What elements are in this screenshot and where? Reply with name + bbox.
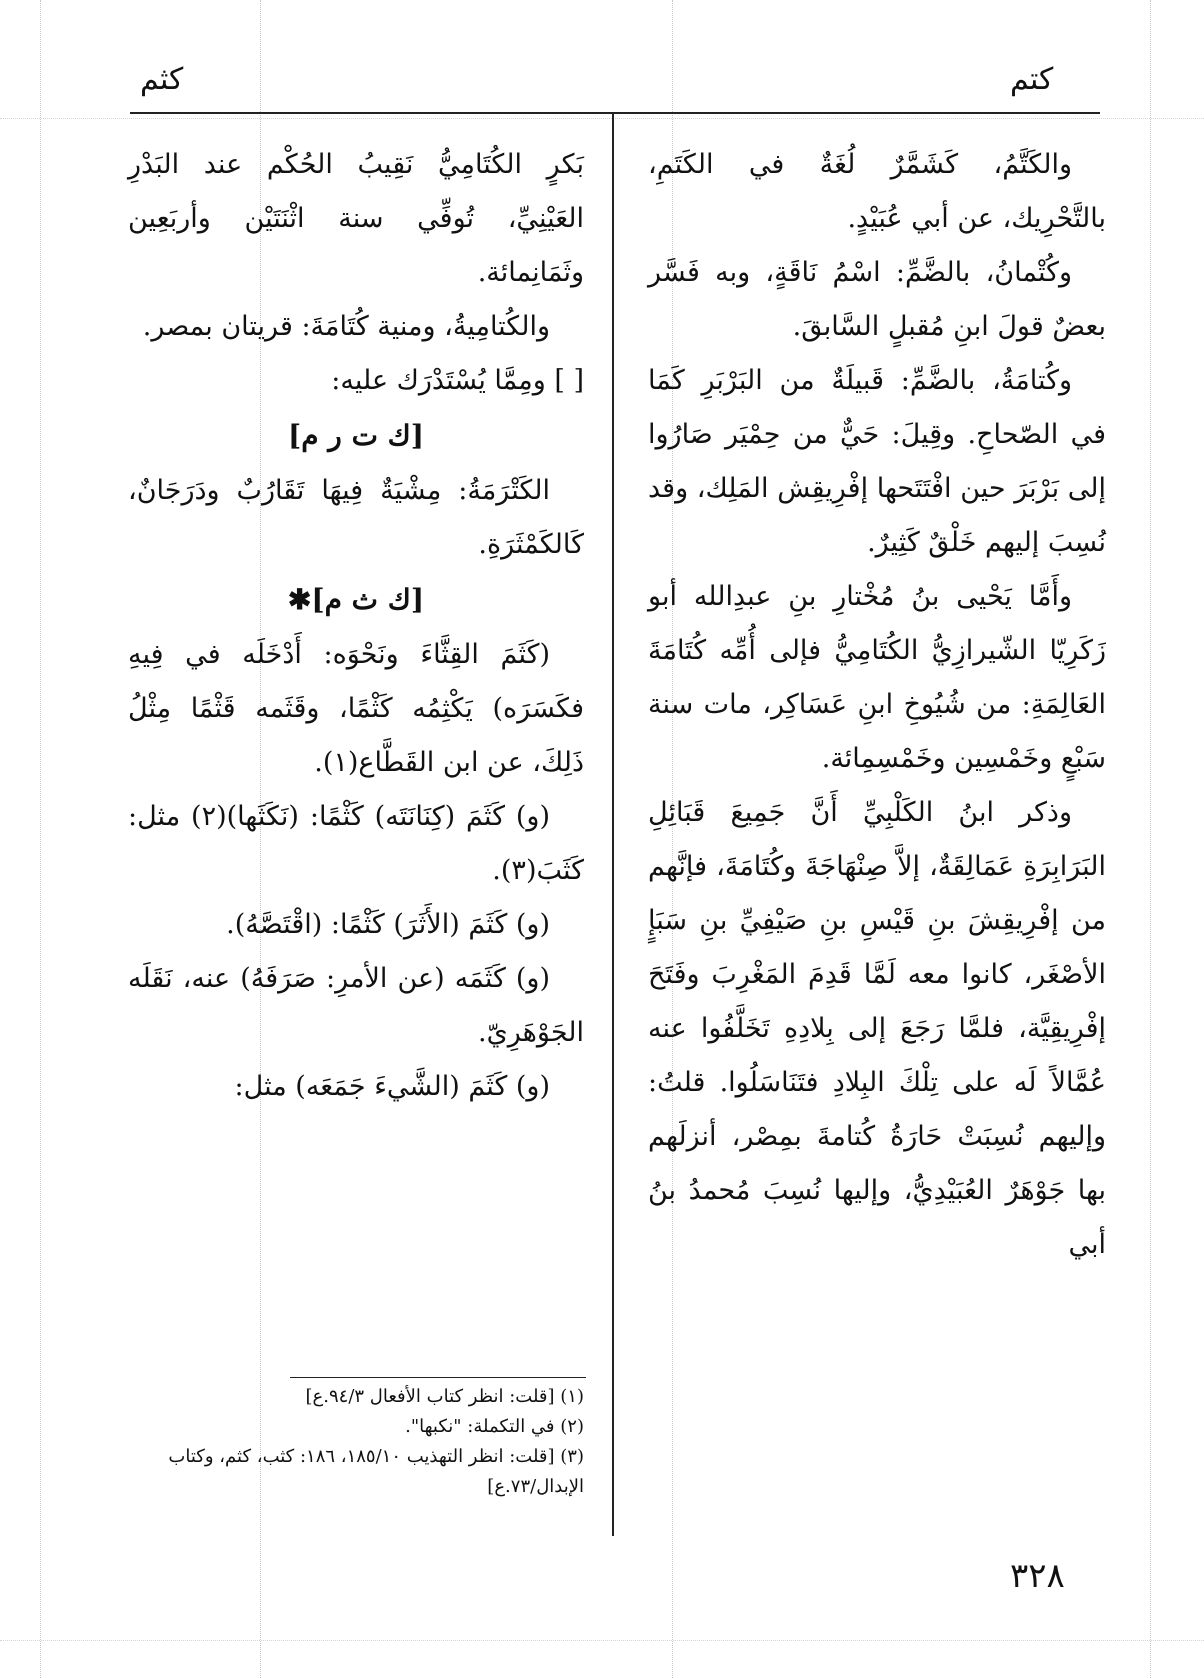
entry-paragraph: وذكر ابنُ الكَلْبِيِّ أَنَّ جَمِيعَ قَبَائِلِ البَرَابِرَةِ عَمَالِقَةٌ، إلاَّ صِنْهَاجَةَ وكُتَامَةَ، فإنَّهم من إفْرِيقِشَ بنِ قَيْسِ بنِ صَيْفِيِّ بنِ سَبَإٍ الأصْغَر، كانوا معه لَمَّا قَدِمَ المَغْرِبَ وفَتَحَ إفْرِيقِيَّة، فلمَّا رَجَعَ إلى بِلادِهِ تَخَلَّفُوا عنه عُمَّالاً لَه على تِلْكَ البِلادِ فتَنَاسَلُوا. قلتُ: وإليهم نُسِبَتْ حَارَةُ كُتامةَ بمِصْر، أنزلَهم بها جَوْهَرٌ العُبَيْدِيُّ، وإليها نُسِبَ مُحمدُ بنُ أبي [648, 797, 1106, 1260]
footnote: (١) [قلت: انظر كتاب الأفعال ٩٤/٣.ع] [305, 1386, 584, 1407]
right-column [648, 138, 1106, 1272]
entry-paragraph: (و) كَثَمَه (عن الأمرِ: صَرَفَهُ) عنه، نَقَلَه الجَوْهَرِيّ. [128, 963, 584, 1048]
entry-paragraph: وكُتْمانُ، بالضَّمِّ: اسْمُ نَاقَةٍ، وبه فَسَّر بعضٌ قولَ ابنِ مُقبلٍ السَّابقَ. [648, 257, 1106, 342]
header-rule [130, 112, 1100, 114]
scan-guide-line [0, 118, 1204, 119]
entry-paragraph: الكَتْرَمَةُ: مِشْيَةٌ فِيهَا تَقَارُبٌ ودَرَجَانٌ، كَالكَمْثَرَةِ. [128, 475, 584, 560]
entry-paragraph: والكُتامِيةُ، ومنية كُتَامَةَ: قريتان بمصر. [142, 311, 550, 342]
scan-guide-line [0, 1640, 1204, 1641]
running-head-left: كثم [140, 62, 184, 97]
page-number: ٣٢٨ [1010, 1556, 1065, 1596]
left-column [128, 138, 584, 1114]
root-heading-ktrm: [ك ت ر م] [287, 419, 425, 452]
entry-paragraph: (و) كَثَمَ (الشَّيءَ جَمَعَه) مثل: [234, 1071, 550, 1102]
footnote: (٣) [قلت: انظر التهذيب ١٨٥/١٠، ١٨٦: كثب، كثم، وكتاب الإبدال/٧٣.ع] [168, 1446, 584, 1497]
entry-paragraph: (و) كَثَمَ (كِنَانَتَه) كَثْمًا: (نَكَثَها)(٢) مثل: كَثَبَ(٣). [128, 801, 584, 886]
footnote: (٢) في التكملة: "نكبها". [405, 1416, 584, 1437]
entry-paragraph: والكَتَّمُ، كَشَمَّرٌ لُغَةٌ في الكَتَمِ، بالتَّحْرِيك، عن أبي عُبَيْدٍ. [648, 149, 1106, 234]
running-head-right: كتم [1010, 62, 1054, 97]
entry-paragraph: وكُتامَةُ، بالضَّمِّ: قَبيلَةٌ من البَرْبَرِ كَمَا في الصّحاحِ. وقِيلَ: حَيٌّ من حِمْيَر صَارُوا إلى بَرْبَرَ حين افْتَتَحها إفْرِيقِش المَلِك، وقد نُسِبَ إليهم خَلْقٌ كَثِيرٌ. [648, 365, 1106, 558]
root-heading-kthm: [ك ث م]✱ [287, 583, 425, 616]
entry-paragraph: وأَمَّا يَحْيى بنُ مُخْتارِ بنِ عبدِالله أبو زَكَرِيّا الشّيرازِيُّ الكُتَامِيُّ فإلى أُمِّه كُتَامَةَ العَالِمَةِ: من شُيُوخِ ابنِ عَسَاكِر، مات سنة سَبْعٍ وخَمْسِين وخَمْسِمِائة. [648, 581, 1106, 774]
entry-paragraph: بَكرٍ الكُتَامِيُّ نَقِيبُ الحُكْم عند البَدْرِ العَيْنِيِّ، تُوفِّي سنة اثْنَتَيْن وأربَعِين وثَمَانِمائة. [128, 149, 584, 288]
scan-guide-line [1150, 0, 1151, 1678]
entry-paragraph: (كَثَمَ القِثَّاءَ ونَحْوَه: أَدْخَلَه في فِيهِ فكَسَرَه) يَكْثِمُه كَثْمًا، وقَثَمه قَثْمًا مِثْلُ ذَلِكَ، عن ابن القَطَّاع(١). [128, 639, 584, 778]
entry-paragraph: (و) كَثَمَ (الأَثَرَ) كَثْمًا: (اقْتَصَّهُ). [226, 909, 550, 940]
supplement-note: [ ] ومِمَّا يُسْتَدْرَك عليه: [331, 365, 584, 396]
scan-guide-line [40, 0, 41, 1678]
footnote-rule [290, 1377, 586, 1378]
column-divider [612, 114, 614, 1536]
footnotes [128, 1382, 584, 1502]
